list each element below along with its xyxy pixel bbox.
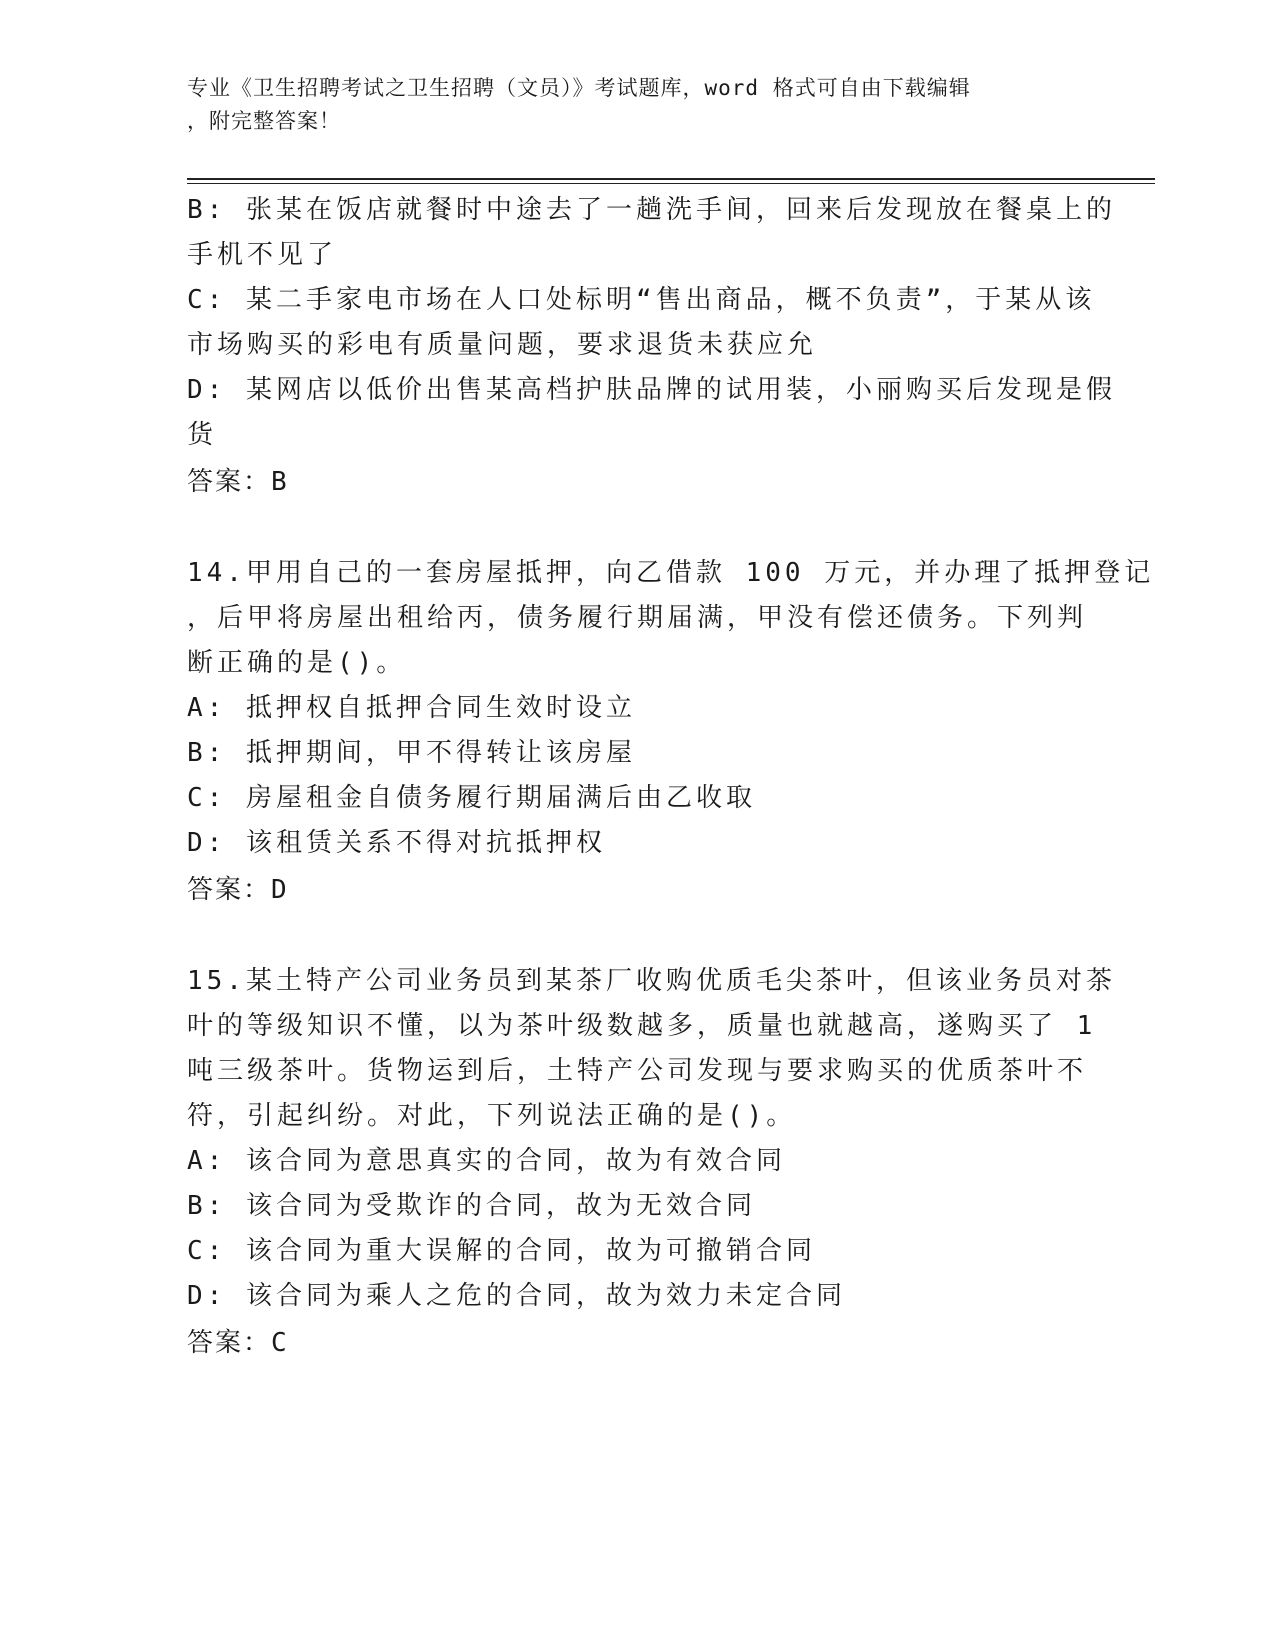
q13-option-b-line-1: B: 张某在饭店就餐时中途去了一趟洗手间，回来后发现放在餐桌上的 — [187, 195, 1116, 225]
q13-option-b-line-2: 手机不见了 — [187, 240, 338, 270]
q13-option-d-line-1: D: 某网店以低价出售某高档护肤品牌的试用装，小丽购买后发现是假 — [187, 375, 1116, 405]
q14-option-c: C: 房屋租金自债务履行期届满后由乙收取 — [187, 783, 756, 813]
question-13 — [187, 188, 1116, 506]
question-14 — [187, 551, 1155, 914]
q13-answer: 答案：B — [187, 467, 289, 497]
q15-answer: 答案：C — [187, 1328, 289, 1358]
document-body — [187, 188, 1155, 1367]
header-rule-thick — [187, 178, 1155, 180]
q15-option-a: A: 该合同为意思真实的合同，故为有效合同 — [187, 1146, 786, 1176]
q15-option-d: D: 该合同为乘人之危的合同，故为效力未定合同 — [187, 1281, 846, 1311]
q14-option-b: B: 抵押期间，甲不得转让该房屋 — [187, 738, 636, 768]
q14-stem-line-2: ，后甲将房屋出租给丙，债务履行期届满，甲没有偿还债务。下列判 — [187, 603, 1088, 633]
q15-stem-line-3: 吨三级茶叶。货物运到后，土特产公司发现与要求购买的优质茶叶不 — [187, 1056, 1088, 1086]
q15-option-c: C: 该合同为重大误解的合同，故为可撤销合同 — [187, 1236, 816, 1266]
spacer — [187, 914, 1077, 959]
q14-option-a: A: 抵押权自抵押合同生效时设立 — [187, 693, 636, 723]
q15-option-b: B: 该合同为受欺诈的合同，故为无效合同 — [187, 1191, 756, 1221]
q13-option-c-line-1: C: 某二手家电市场在人口处标明“售出商品，概不负责”，于某从该 — [187, 285, 1096, 315]
q14-stem-line-3: 断正确的是()。 — [187, 648, 407, 678]
header-line-1: 专业《卫生招聘考试之卫生招聘（文员）》考试题库，word 格式可自由下载编辑 — [187, 76, 971, 100]
q15-stem-line-2: 叶的等级知识不懂，以为茶叶级数越多，质量也就越高，遂购买了 1 — [187, 1011, 1097, 1041]
header-line-2: ，附完整答案！ — [187, 109, 341, 133]
document-header — [187, 72, 1067, 138]
question-15 — [187, 959, 1116, 1367]
header-rule-thin — [187, 183, 1155, 184]
q13-option-c-line-2: 市场购买的彩电有质量问题，要求退货未获应允 — [187, 330, 818, 360]
q14-option-d: D: 该租赁关系不得对抗抵押权 — [187, 828, 606, 858]
q14-stem-line-1: 14.甲用自己的一套房屋抵押，向乙借款 100 万元，并办理了抵押登记 — [187, 558, 1155, 588]
q13-option-d-line-2: 货 — [187, 420, 218, 450]
q14-answer: 答案：D — [187, 875, 289, 905]
q15-stem-line-4: 符，引起纠纷。对此，下列说法正确的是()。 — [187, 1101, 797, 1131]
q15-stem-line-1: 15.某土特产公司业务员到某茶厂收购优质毛尖茶叶，但该业务员对茶 — [187, 966, 1116, 996]
spacer — [187, 506, 1077, 551]
